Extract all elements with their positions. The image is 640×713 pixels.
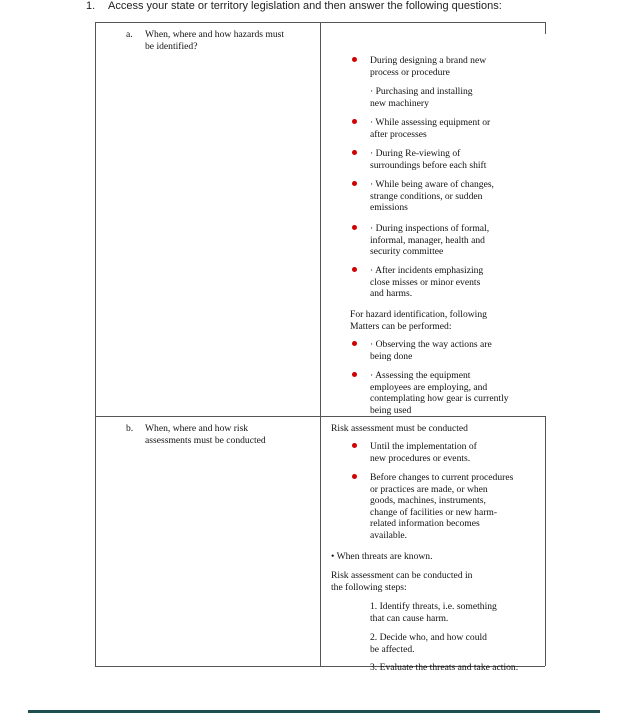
- row-a-question-line: When, where and how hazards must: [145, 29, 285, 40]
- list-item-line: Until the implementation of: [370, 441, 477, 452]
- paragraph-line: Risk assessment can be conducted in: [331, 570, 473, 581]
- list-item-line: security committee: [370, 246, 444, 258]
- question-text: Access your state or territory legislation and then answer the following questions:: [108, 0, 502, 12]
- row-b-question-line: When, where and how risk: [145, 423, 249, 434]
- list-item: [370, 370, 540, 416]
- step-item: [370, 601, 540, 624]
- row-b-letter: b.: [126, 423, 134, 434]
- list-item-line: change of facilities or new harm-: [370, 506, 498, 518]
- list-item: [370, 472, 540, 542]
- paragraph-line: For hazard identification, following: [350, 309, 487, 320]
- steps-intro: [331, 570, 531, 593]
- list-item-line: close misses or minor events: [370, 276, 481, 288]
- list-item-line: · During inspections of formal,: [370, 223, 490, 234]
- hazard-identification-intro: [350, 309, 530, 332]
- list-item-line: new machinery: [370, 97, 429, 109]
- list-item-line: Before changes to current procedures: [370, 472, 514, 483]
- list-item-line: after processes: [370, 128, 427, 140]
- list-item-line: surroundings before each shift: [370, 159, 487, 171]
- row-b-question-line: assessments must be conducted: [145, 434, 266, 446]
- step-item: [370, 662, 560, 674]
- table-column-divider: [320, 22, 321, 666]
- bullet-icon: [352, 341, 357, 346]
- list-item-line: new procedures or events.: [370, 452, 471, 464]
- risk-assessment-intro: Risk assessment must be conducted: [331, 423, 468, 434]
- list-item-line: employees are employing, and: [370, 381, 488, 393]
- list-item: [370, 148, 540, 171]
- list-item: [370, 339, 540, 362]
- step-line: 3. Evaluate the threats and take action.: [370, 662, 519, 673]
- step-line: 1. Identify threats, i.e. something: [370, 601, 497, 612]
- list-item-line: · During Re-viewing of: [370, 148, 461, 159]
- table-right-border: [545, 22, 546, 34]
- list-item-line: During designing a brand new: [370, 55, 487, 66]
- bullet-icon: [352, 372, 357, 377]
- paragraph-line: Matters can be performed:: [350, 320, 452, 332]
- row-a-question-line: be identified?: [145, 40, 198, 52]
- step-line: 2. Decide who, and how could: [370, 632, 487, 643]
- list-item-line: goods, machines, instruments,: [370, 495, 486, 507]
- list-item-line: contemplating how gear is currently: [370, 393, 509, 405]
- list-item-line: available.: [370, 529, 408, 541]
- list-item: [370, 179, 540, 214]
- list-item-line: emissions: [370, 202, 408, 214]
- row-a-label: [126, 29, 316, 59]
- bullet-icon: [352, 181, 357, 186]
- threats-known-item: • When threats are known.: [331, 551, 433, 562]
- step-line: that can cause harm.: [370, 612, 449, 624]
- bullet-icon: [352, 474, 357, 479]
- row-a-question: [145, 29, 310, 52]
- list-item-line: · While assessing equipment or: [370, 117, 491, 128]
- bullet-icon: [352, 267, 357, 272]
- list-item: [370, 441, 540, 464]
- list-item-line: informal, manager, health and: [370, 234, 485, 246]
- question-heading: [86, 0, 502, 12]
- bullet-icon: [352, 57, 357, 62]
- list-item-line: process or procedure: [370, 66, 450, 78]
- question-number: 1.: [86, 0, 96, 12]
- list-item-line: · Observing the way actions are: [370, 339, 492, 350]
- list-item: [370, 117, 540, 140]
- step-line: be affected.: [370, 643, 415, 655]
- bullet-icon: [352, 119, 357, 124]
- table-left-border: [95, 22, 96, 666]
- list-item-line: · Assessing the equipment: [370, 370, 471, 381]
- list-item-line: strange conditions, or sudden: [370, 190, 483, 202]
- list-item-line: or practices are made, or when: [370, 483, 488, 495]
- list-item: [370, 265, 540, 300]
- table-right-border-lower: [545, 416, 546, 666]
- row-b-question: [145, 423, 310, 446]
- paragraph-line: the following steps:: [331, 581, 407, 593]
- list-item: [370, 86, 540, 109]
- row-b-label: [126, 423, 316, 453]
- list-item: [370, 55, 540, 78]
- list-item-line: · After incidents emphasizing: [370, 265, 484, 276]
- list-item-line: being used: [370, 404, 412, 416]
- list-item-line: · Purchasing and installing: [370, 86, 473, 97]
- bullet-icon: [352, 443, 357, 448]
- list-item-line: · While being aware of changes,: [370, 179, 494, 190]
- list-item: [370, 223, 540, 258]
- bullet-icon: [352, 150, 357, 155]
- row-a-letter: a.: [126, 29, 133, 40]
- bullet-icon: [352, 225, 357, 230]
- list-item-line: related information becomes: [370, 518, 480, 530]
- step-item: [370, 632, 540, 655]
- list-item-line: being done: [370, 350, 413, 362]
- list-item-line: and harms.: [370, 288, 413, 300]
